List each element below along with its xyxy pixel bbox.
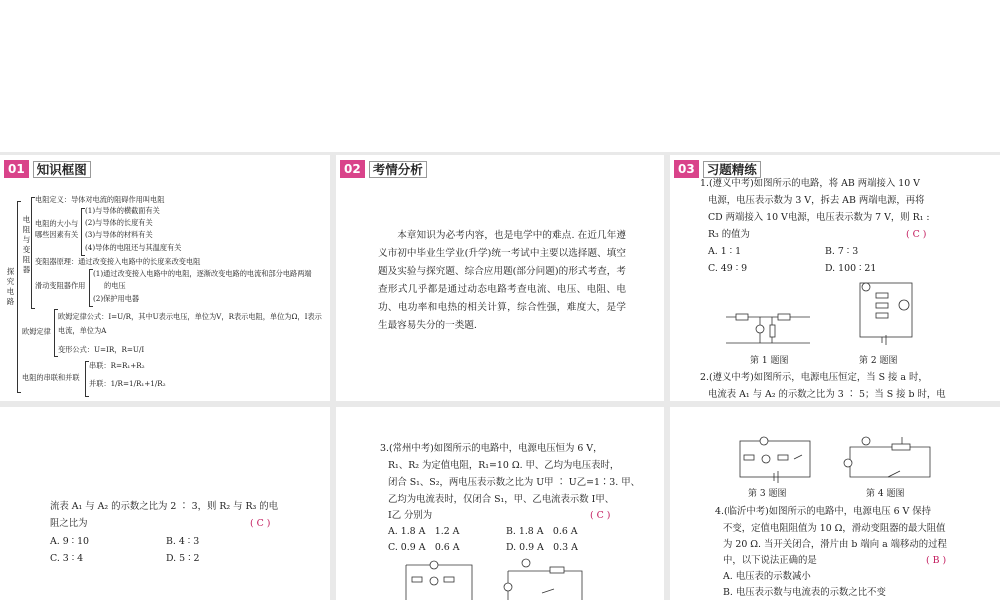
- panel-q3: [336, 407, 664, 600]
- section-title: 习题精练: [703, 161, 761, 178]
- text-series-parallel: 电阻的串联和并联: [22, 373, 80, 382]
- text-parallel: 并联：1/R=1/R₁+1/R₂: [89, 379, 166, 388]
- text-ohm1b: 电流，单位为A: [58, 326, 107, 335]
- circuit-diagram-3: [734, 435, 818, 483]
- caption-fig3: 第 3 题图: [748, 489, 787, 499]
- q3-answer: ( C ): [590, 510, 611, 521]
- q3-option-a: A. 1.8 A 1.2 A: [388, 526, 460, 537]
- section-header-02: [340, 160, 427, 178]
- section-title: 考情分析: [369, 161, 427, 178]
- q2-line-3: 流表 A₁ 与 A₂ 的示数之比为 2 ∶ 3，则 R₂ 与 R₃ 的电: [50, 501, 279, 512]
- q3-option-c: C. 0.9 A 0.6 A: [388, 542, 460, 553]
- q1-option-c: C. 49 ∶ 9: [708, 263, 748, 274]
- panel-exam-analysis: [336, 155, 664, 401]
- q1-option-d: D. 100 ∶ 21: [825, 263, 877, 274]
- q4-line-1: 4.(临沂中考)如图所示的电路中，电源电压 6 V 保持: [715, 506, 932, 517]
- text-f4: (4)导体的电阻还与其温度有关: [85, 243, 182, 252]
- caption-fig1: 第 1 题图: [750, 356, 789, 366]
- q3-line-3: 闭合 S₁、S₂，两电压表示数之比为 U甲 ∶ U乙=1∶3. 甲、: [388, 477, 640, 488]
- text-f2: (2)与导体的长度有关: [85, 218, 153, 227]
- q2-option-d: D. 5 ∶ 2: [166, 553, 200, 564]
- q2-option-b: B. 4 ∶ 3: [166, 536, 200, 547]
- section-number: 02: [340, 160, 365, 178]
- label-dianzu: 电 阻 与 变 阻 器: [22, 215, 31, 274]
- q1-line-2: 电源，电压表示数为 3 V，拆去 AB 两端电源，再将: [708, 195, 925, 206]
- circuit-diagram-4: [840, 433, 940, 483]
- q1-answer: ( C ): [906, 229, 927, 240]
- text-ohm: 欧姆定律: [22, 327, 51, 336]
- section-title: 知识框图: [33, 161, 91, 178]
- q1-line-4: R₃ 的值为: [708, 229, 750, 240]
- top-blank-area: [0, 0, 1000, 152]
- panel-knowledge-framework: [0, 155, 330, 401]
- q4-line-2: 不变，定值电阻阻值为 10 Ω，滑动变阻器的最大阻值: [723, 523, 946, 534]
- q3-line-1: 3.(常州中考)如图所示的电路中，电源电压恒为 6 V，: [380, 443, 603, 454]
- q2-line-1: 2.(遵义中考)如图所示，电源电压恒定，当 S 接 a 时，: [700, 372, 928, 383]
- text-principle: 变阻器原理：通过改变接入电路中的长度来改变电阻: [35, 257, 201, 266]
- q4-line-4: 中，以下说法正确的是: [723, 555, 817, 566]
- label-tanjiu: 探 究 电 路: [6, 267, 15, 306]
- circuit-diagram-3-partial: [402, 557, 482, 600]
- q1-line-1: 1.(遵义中考)如图所示的电路，将 AB 两端接入 10 V: [700, 178, 920, 189]
- text-def: 电阻定义：导体对电流的阻碍作用叫电阻: [35, 195, 165, 204]
- section-number: 03: [674, 160, 699, 178]
- q3-option-d: D. 0.9 A 0.3 A: [506, 542, 578, 553]
- circuit-diagram-1: [720, 305, 820, 351]
- circuit-diagram-4-partial: [502, 557, 592, 600]
- q2-answer: ( C ): [250, 518, 271, 529]
- q4-option-b: B. 电压表示数与电流表的示数之比不变: [723, 587, 886, 598]
- circuit-diagram-2: [852, 277, 932, 349]
- text-f1: (1)与导体的横截面有关: [85, 206, 160, 215]
- text-size1: 电阻的大小与: [35, 219, 79, 228]
- text-f3: (3)与导体的材料有关: [85, 230, 153, 239]
- q2-line-4: 阻之比为: [50, 518, 88, 529]
- q4-answer: ( B ): [926, 555, 947, 566]
- section-number: 01: [4, 160, 29, 178]
- q4-line-3: 为 20 Ω. 当开关闭合，滑片由 b 端向 a 端移动的过程: [723, 539, 947, 550]
- brace-resistance: [31, 197, 35, 309]
- text-ohm2: 变形公式：U=IR，R=U/I: [58, 345, 145, 354]
- q2-line-2: 电流表 A₁ 与 A₂ 的示数之比为 3 ∶ 5；当 S 接 b 时，电: [708, 389, 946, 400]
- text-ohm1: 欧姆定律公式：I=U/R，其中U表示电压，单位为V，R表示电阻，单位为Ω，I表示: [58, 312, 322, 321]
- panel-q2-continued: [0, 407, 330, 600]
- q3-line-5: I乙 分别为: [388, 510, 433, 521]
- text-e2: (2)保护用电器: [93, 294, 140, 303]
- analysis-paragraph: 本章知识为必考内容，也是电学中的难点. 在近几年遵义市初中毕业生学业(升学)统一考试中主要以选择题、填空题及实验与探究题、综合应用题(部分问题)的形式考查，考查形式几乎都是通过动态电路考查电流、电压、电阻、电功、电功率和电热的相关计算，综合性强，难度大，是学生最容易失分的一类题.: [378, 230, 626, 331]
- q3-option-b: B. 1.8 A 0.6 A: [506, 526, 578, 537]
- caption-fig2: 第 2 题图: [859, 356, 898, 366]
- q1-option-a: A. 1 ∶ 1: [708, 246, 742, 257]
- text-series: 串联：R=R₁+R₂: [89, 361, 145, 370]
- caption-fig4: 第 4 题图: [866, 489, 905, 499]
- q1-option-b: B. 7 ∶ 3: [825, 246, 859, 257]
- q4-option-a: A. 电压表的示数减小: [723, 571, 811, 582]
- text-slide: 滑动变阻器作用: [35, 281, 86, 290]
- text-e1b: 的电压: [104, 281, 126, 290]
- text-size2: 哪些因素有关: [35, 230, 79, 239]
- text-e1: (1)通过改变接入电路中的电阻，逐渐改变电路的电流和部分电路两端: [93, 269, 312, 278]
- q3-line-2: R₁、R₂ 为定值电阻，R₁=10 Ω. 甲、乙均为电压表时，: [388, 460, 620, 471]
- section-header-01: [4, 160, 91, 178]
- panel-q4: [670, 407, 1000, 600]
- q1-line-3: CD 两端接入 10 V电源，电压表示数为 7 V，则 R₁ :: [708, 212, 930, 223]
- panel-exercises: [670, 155, 1000, 401]
- q2-option-a: A. 9 ∶ 10: [50, 536, 90, 547]
- q2-option-c: C. 3 ∶ 4: [50, 553, 84, 564]
- brace-main: [17, 201, 21, 393]
- q3-line-4: 乙均为电流表时，仅闭合 S₁，甲、乙电流表示数 I甲、: [388, 494, 615, 505]
